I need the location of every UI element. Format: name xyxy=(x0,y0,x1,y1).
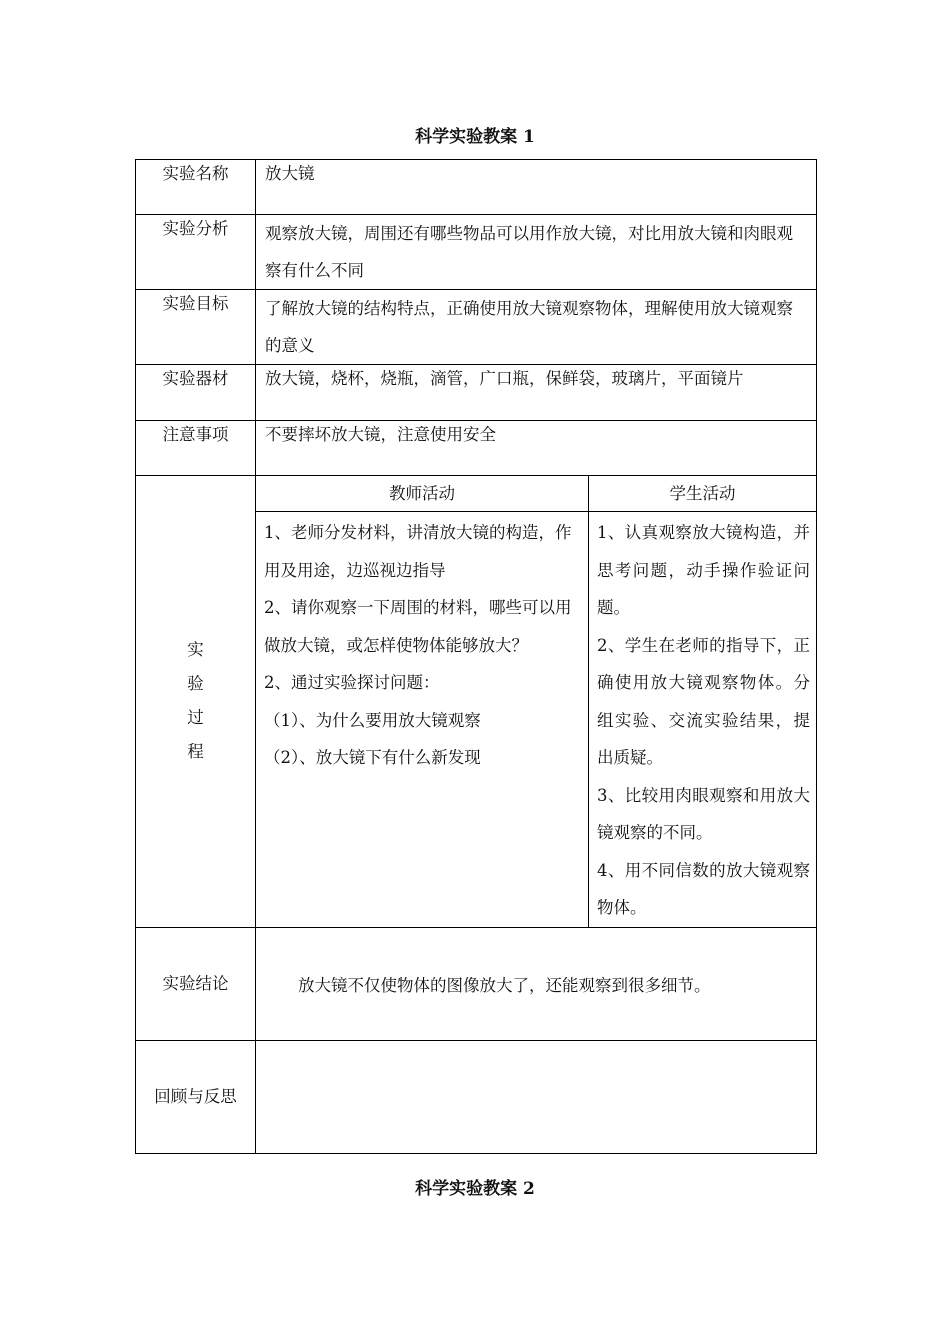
row-reflection xyxy=(136,1040,817,1153)
value-reflection xyxy=(256,1040,817,1153)
row-experiment-materials xyxy=(136,365,817,421)
student-activity-list xyxy=(589,512,817,928)
label-experiment-analysis: 实验分析 xyxy=(136,215,256,290)
student-activity-header: 学生活动 xyxy=(589,476,817,512)
teacher-activity-item: 2、通过实验探讨问题： xyxy=(264,673,440,692)
row-experiment-goal xyxy=(136,290,817,365)
label-conclusion: 实验结论 xyxy=(136,927,256,1040)
process-label-char: 实 xyxy=(187,640,204,660)
row-conclusion xyxy=(136,927,817,1040)
value-precautions: 不要摔坏放大镜，注意使用安全 xyxy=(256,421,817,476)
lesson-plan-1-title: 科学实验教案 1 xyxy=(415,127,535,147)
teacher-activity-item: （1）、为什么要用放大镜观察 xyxy=(264,710,481,730)
lesson-plan-table xyxy=(135,159,817,1154)
row-experiment-analysis xyxy=(136,215,817,290)
value-experiment-materials: 放大镜，烧杯，烧瓶，滴管，广口瓶，保鲜袋，玻璃片，平面镜片 xyxy=(256,365,817,421)
value-experiment-analysis: 观察放大镜，周围还有哪些物品可以用作放大镜，对比用放大镜和肉眼观察有什么不同 xyxy=(256,215,817,290)
process-label-char: 过 xyxy=(187,708,204,728)
teacher-activity-list xyxy=(256,512,589,928)
row-process-header xyxy=(136,476,817,512)
label-precautions: 注意事项 xyxy=(136,421,256,476)
teacher-activity-item: 2、请你观察一下周围的材料，哪些可以用做放大镜，或怎样使物体能够放大？ xyxy=(264,598,572,655)
value-experiment-goal: 了解放大镜的结构特点，正确使用放大镜观察物体，理解使用放大镜观察的意义 xyxy=(256,290,817,365)
lesson-plan-2-title: 科学实验教案 2 xyxy=(415,1179,535,1199)
label-reflection: 回顾与反思 xyxy=(136,1040,256,1153)
teacher-activity-item: 1、老师分发材料，讲清放大镜的构造，作用及用途，边巡视边指导 xyxy=(264,523,572,580)
label-experiment-goal: 实验目标 xyxy=(136,290,256,365)
label-experiment-name: 实验名称 xyxy=(136,160,256,215)
process-label-char: 程 xyxy=(187,742,204,762)
student-activity-item: 3、比较用肉眼观察和用放大镜观察的不同。 xyxy=(597,785,810,842)
teacher-activity-header: 教师活动 xyxy=(256,476,589,512)
row-experiment-name xyxy=(136,160,817,215)
teacher-activity-item: （2）、放大镜下有什么新发现 xyxy=(264,748,481,767)
student-activity-item: 1、认真观察放大镜构造，并思考问题，动手操作验证问题。 xyxy=(597,523,810,617)
label-experiment-process xyxy=(136,476,256,928)
value-experiment-name: 放大镜 xyxy=(256,160,817,215)
row-precautions xyxy=(136,421,817,476)
value-conclusion: 放大镜不仅使物体的图像放大了，还能观察到很多细节。 xyxy=(256,927,817,1040)
label-experiment-materials: 实验器材 xyxy=(136,365,256,421)
student-activity-item: 2、学生在老师的指导下，正确使用放大镜观察物体。分组实验、交流实验结果，提出质疑。 xyxy=(597,635,810,767)
process-label-char: 验 xyxy=(187,674,204,694)
student-activity-item: 4、用不同信数的放大镜观察物体。 xyxy=(597,860,810,917)
